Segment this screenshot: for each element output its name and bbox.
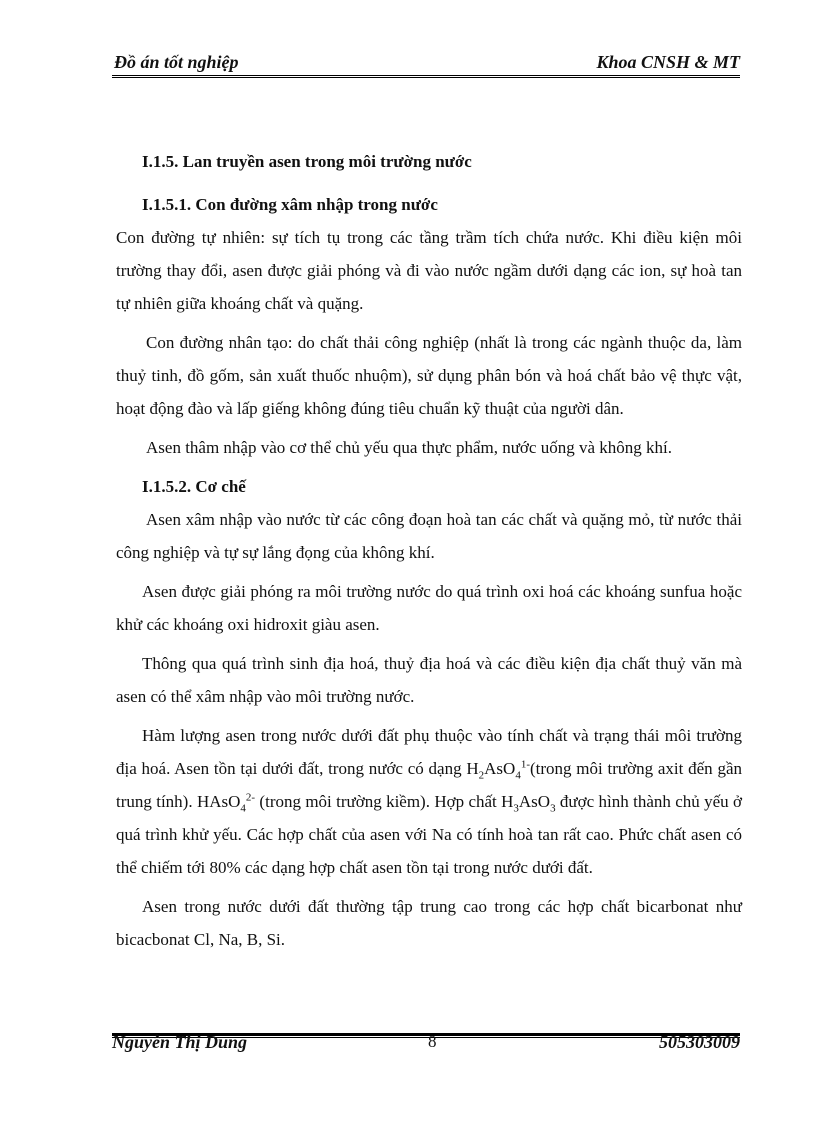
paragraph-artificial-route: Con đường nhân tạo: do chất thải công nghiệp (nhất là trong các ngành thuộc da, làm thuỷ tinh, đồ gốm, sản xuất thuốc nhuộm), sử dụng phân bón và hoá chất bảo vệ thực vật, hoạt động đào và lấp giếng không đúng tiêu chuẩn kỹ thuật của người dân. — [116, 333, 742, 418]
page-footer — [112, 1032, 740, 1056]
paragraph-chemistry: Hàm lượng asen trong nước dưới đất phụ thuộc vào tính chất và trạng thái môi trường địa hoá. Asen tồn tại dưới đất, trong nước có dạng $H_2AsO_4^{1-}(trong$ môi trường axit đến gần trung tính). HAsO$_4^{2-}$ (trong môi trường kiềm). Hợp chất $H_3AsO_3$ được hình thành chủ yếu ở quá trình khử yếu. Các hợp chất của asen với Na có tính hoà tan rất cao. Phức chất asen có thể chiếm tới 80% các dạng hợp chất asen tồn tại trong nước dưới đất. — [116, 726, 742, 877]
document-body — [116, 145, 742, 962]
author-name: Nguyễn Thị Dung — [112, 1032, 248, 1052]
paragraph-mechanism-2: Asen được giải phóng ra môi trường nước do quá trình oxi hoá các khoáng sunfua hoặc khử các khoáng oxi hidroxit giàu asen. — [116, 582, 742, 634]
page-header — [112, 52, 740, 74]
header-divider — [112, 75, 740, 78]
page-number: 8 — [428, 1032, 437, 1051]
student-id: 505303009 — [659, 1032, 740, 1052]
paragraph-body-intake: Asen thâm nhập vào cơ thể chủ yếu qua thực phẩm, nước uống và không khí. — [146, 438, 672, 457]
subsection-title-1: I.1.5.1. Con đường xâm nhập trong nước — [142, 195, 438, 214]
section-title: I.1.5. Lan truyền asen trong môi trường nước — [142, 152, 472, 171]
paragraph-bicarbonate: Asen trong nước dưới đất thường tập trung cao trong các hợp chất bicarbonat như bicacbonat Cl, Na, B, Si. — [116, 897, 742, 949]
subsection-title-2: I.1.5.2. Cơ chế — [142, 477, 246, 496]
paragraph-natural-route: Con đường tự nhiên: sự tích tụ trong các tầng trầm tích chứa nước. Khi điều kiện môi trường thay đổi, asen được giải phóng và đi vào nước ngầm dưới dạng các ion, sự hoà tan tự nhiên giữa khoáng chất và quặng. — [116, 228, 742, 313]
paragraph-mechanism-1: Asen xâm nhập vào nước từ các công đoạn hoà tan các chất và quặng mỏ, từ nước thải công nghiệp và tự sự lắng đọng của không khí. — [116, 510, 742, 562]
paragraph-mechanism-3: Thông qua quá trình sinh địa hoá, thuỷ địa hoá và các điều kiện địa chất thuỷ văn mà asen có thể xâm nhập vào môi trường nước. — [116, 654, 742, 706]
header-left-title: Đồ án tốt nghiệp — [114, 52, 239, 72]
header-right-title: Khoa CNSH & MT — [596, 52, 740, 72]
